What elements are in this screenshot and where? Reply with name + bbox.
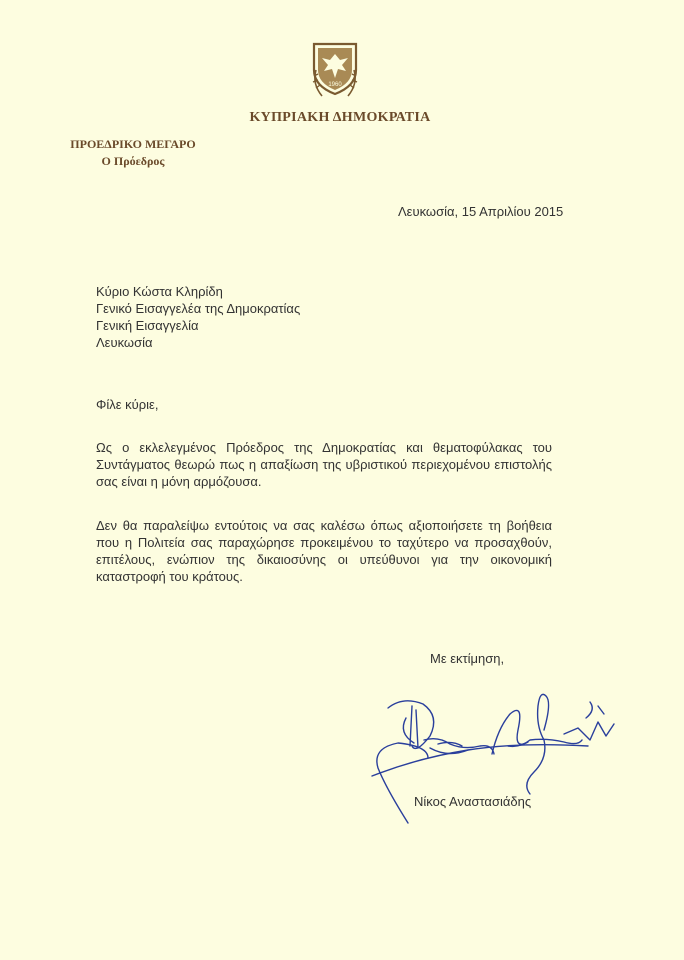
recipient-office: Γενική Εισαγγελία — [96, 318, 199, 333]
recipient-address — [96, 283, 300, 351]
office-title: Ο Πρόεδρος — [101, 154, 165, 168]
letterhead-republic: ΚΥΠΡΙΑΚΗ ΔΗΜΟΚΡΑΤΙΑ — [249, 110, 431, 125]
paragraph-2: Δεν θα παραλείψω εντούτοις να σας καλέσω όπως αξιοποιήσετε τη βοήθεια που η Πολιτεία σας παραχώρησε προκειμένου το ταχύτερο να προσαχθούν, επιτέλους, ενώπιον της δικαιοσύνης οι υπεύθυνοι για την οικονομική καταστροφή του κράτους. — [96, 518, 552, 584]
office-name: ΠΡΟΕΔΡΙΚΟ ΜΕΓΑΡΟ — [70, 137, 196, 151]
recipient-title: Γενικό Εισαγγελέα της Δημοκρατίας — [96, 301, 301, 316]
cyprus-coat-of-arms-icon — [308, 40, 362, 100]
emblem-year: 1960 — [328, 82, 342, 88]
closing: Με εκτίμηση, — [430, 651, 505, 666]
letterhead-office — [58, 136, 208, 170]
recipient-city: Λευκωσία — [96, 335, 153, 350]
salutation: Φίλε κύριε, — [96, 397, 159, 412]
recipient-name: Κύριο Κώστα Κληρίδη — [96, 284, 223, 299]
letter-date: Λευκωσία, 15 Απριλίου 2015 — [398, 204, 564, 219]
signer-name: Νίκος Αναστασιάδης — [414, 794, 532, 809]
paragraph-1: Ως ο εκλελεγμένος Πρόεδρος της Δημοκρατίας και θεματοφύλακας του Συντάγματος θεωρώ πως η απαξίωση της υβριστικού περιεχομένου επιστολής σας είναι η μόνη αρμόζουσα. — [96, 440, 552, 489]
